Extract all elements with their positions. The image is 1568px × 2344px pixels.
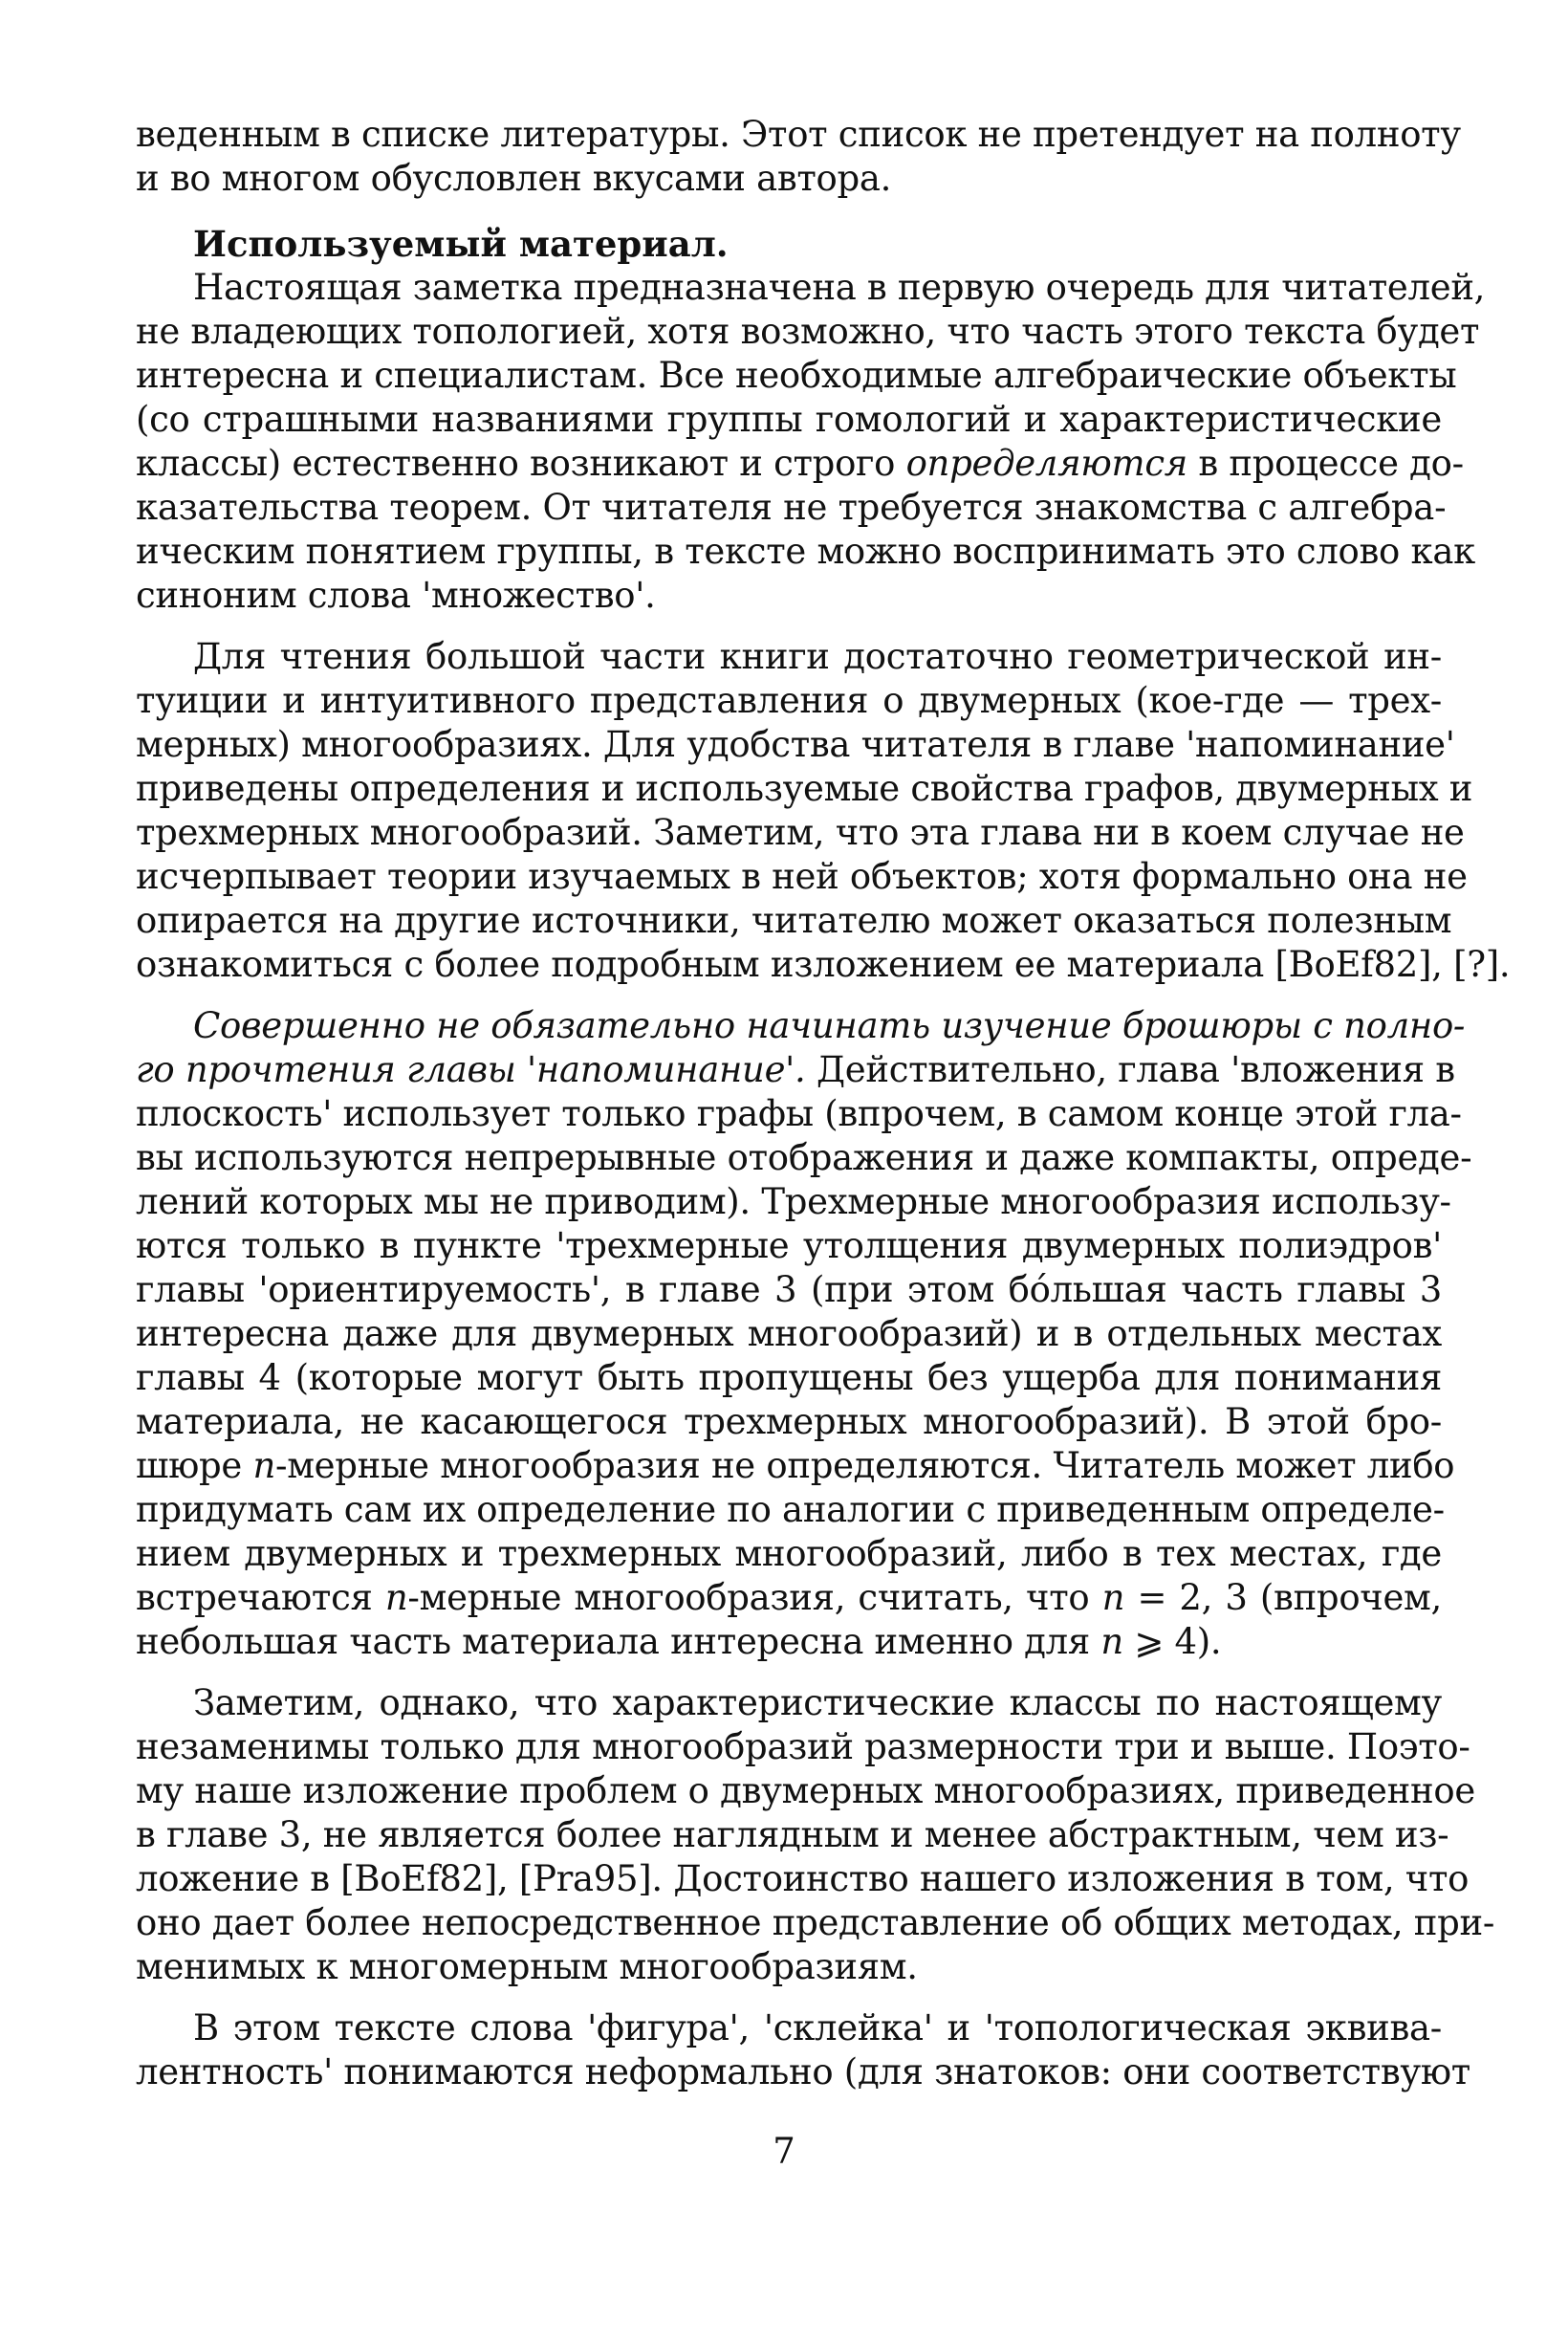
text-line bbox=[136, 1048, 1455, 1092]
text-line bbox=[136, 1576, 1442, 1620]
text-run: в процессе до- bbox=[1198, 443, 1464, 484]
text-line: В этом тексте слова 'фигура', 'склейка' и 'топологическая эквива- bbox=[193, 2007, 1442, 2048]
paragraph bbox=[136, 1004, 1472, 1664]
text-line: веденным в списке литературы. Этот список не претендует на полноту bbox=[136, 114, 1461, 155]
math-variable: n bbox=[1100, 1621, 1123, 1662]
text-run: ⩾ 4). bbox=[1122, 1621, 1222, 1662]
text-line: опирается на другие источники, читателю может оказаться полезным bbox=[136, 900, 1452, 941]
page-body bbox=[136, 113, 1511, 2094]
text-line: в главе 3, не является более наглядным и менее абстрактным, чем из- bbox=[136, 1814, 1449, 1855]
text-line: главы 4 (которые могут быть пропущены без ущерба для понимания bbox=[136, 1357, 1442, 1398]
text-line bbox=[136, 442, 1464, 486]
text-line: ложение в [BoEf82], [Pra95]. Достоинство нашего изложения в том, что bbox=[136, 1858, 1470, 1899]
text-line: мерных) многообразиях. Для удобства читателя в главе 'напоминание' bbox=[136, 724, 1455, 765]
text-line: ознакомиться с более подробным изложением ее материала [BoEf82], [?]. bbox=[136, 944, 1511, 985]
text-line: материала, не касающегося трехмерных многообразий). В этой бро- bbox=[136, 1401, 1442, 1442]
section-heading: Используемый материал. bbox=[193, 223, 729, 265]
math-variable: n bbox=[384, 1577, 408, 1618]
paragraph bbox=[136, 266, 1486, 618]
text-line: оно дает более непосредственное представление об общих методах, при- bbox=[136, 1902, 1495, 1943]
page-number: 7 bbox=[773, 2131, 795, 2172]
text-line: ются только в пункте 'трехмерные утолщения двумерных полиэдров' bbox=[136, 1225, 1442, 1266]
text-line: казательства теорем. От читателя не требуется знакомства с алгебра- bbox=[136, 487, 1447, 528]
text-line: туиции и интуитивного представления о двумерных (кое-где — трех- bbox=[136, 680, 1442, 721]
paragraph bbox=[136, 635, 1511, 987]
text-run: встречаются bbox=[136, 1577, 373, 1618]
text-line: приведены определения и используемые свойства графов, двумерных и bbox=[136, 768, 1473, 809]
text-line: плоскость' использует только графы (впрочем, в самом конце этой гла- bbox=[136, 1093, 1462, 1134]
text-line: Заметим, однако, что характеристические классы по настоящему bbox=[193, 1682, 1442, 1723]
paragraph bbox=[136, 1681, 1495, 1989]
paragraph bbox=[136, 2006, 1470, 2094]
text-line: вы используются непрерывные отображения и даже компакты, опреде- bbox=[136, 1137, 1472, 1178]
text-run: -мерные многообразия, считать, что bbox=[407, 1577, 1090, 1618]
text-line: менимых к многомерным многообразиям. bbox=[136, 1946, 918, 1987]
text-run: -мерные многообразия не определяются. Читатель может либо bbox=[275, 1445, 1455, 1486]
text-line: ическим понятием группы, в тексте можно воспринимать это слово как bbox=[136, 531, 1475, 572]
text-line: главы 'ориентируемость', в главе 3 (при этом бóльшая часть главы 3 bbox=[136, 1269, 1442, 1310]
text-line: исчерпывает теории изучаемых в ней объектов; хотя формально она не bbox=[136, 856, 1468, 897]
text-run: Действительно, глава 'вложения в bbox=[805, 1049, 1455, 1090]
text-line: синоним слова 'множество'. bbox=[136, 575, 656, 616]
text-line: му наше изложение проблем о двумерных многообразиях, приведенное bbox=[136, 1770, 1475, 1811]
text-line: Для чтения большой части книги достаточно геометрической ин- bbox=[193, 636, 1442, 677]
text-run: = 2, 3 (впрочем, bbox=[1124, 1577, 1442, 1618]
emphasis-text: го прочтения главы 'напоминание'. bbox=[136, 1049, 806, 1090]
text-line: трехмерных многообразий. Заметим, что эта глава ни в коем случае не bbox=[136, 812, 1465, 853]
text-run: классы) естественно возникают и строго bbox=[136, 443, 896, 484]
text-run: шюре bbox=[136, 1445, 242, 1486]
emphasis-text: определяются bbox=[905, 443, 1187, 484]
text-line: интересна даже для двумерных многообразий) и в отдельных местах bbox=[136, 1313, 1442, 1354]
text-line: незаменимы только для многообразий размерности три и выше. Поэто- bbox=[136, 1726, 1470, 1767]
text-line: придумать сам их определение по аналогии с приведенным определе- bbox=[136, 1489, 1445, 1530]
math-variable: n bbox=[252, 1445, 275, 1486]
text-line: (со страшными названиями группы гомологий и характеристические bbox=[136, 399, 1442, 440]
text-line bbox=[136, 1620, 1442, 1664]
text-run: небольшая часть материала интересна именно для bbox=[136, 1621, 1090, 1662]
text-line bbox=[136, 1444, 1455, 1488]
text-line: не владеющих топологией, хотя возможно, что часть этого текста будет bbox=[136, 311, 1480, 352]
text-line: нием двумерных и трехмерных многообразий, либо в тех местах, где bbox=[136, 1533, 1442, 1574]
text-line: интересна и специалистам. Все необходимые алгебраические объекты bbox=[136, 355, 1457, 396]
text-line: Совершенно не обязательно начинать изучение брошюры с полно- bbox=[193, 1005, 1466, 1046]
text-line: лений которых мы не приводим). Трехмерные многообразия использу- bbox=[136, 1181, 1451, 1222]
math-variable: n bbox=[1101, 1577, 1125, 1618]
text-line: Настоящая заметка предназначена в первую очередь для читателей, bbox=[193, 267, 1486, 308]
text-line: и во многом обусловлен вкусами автора. bbox=[136, 158, 892, 199]
text-line: лентность' понимаются неформально (для знатоков: они соответствуют bbox=[136, 2051, 1470, 2092]
